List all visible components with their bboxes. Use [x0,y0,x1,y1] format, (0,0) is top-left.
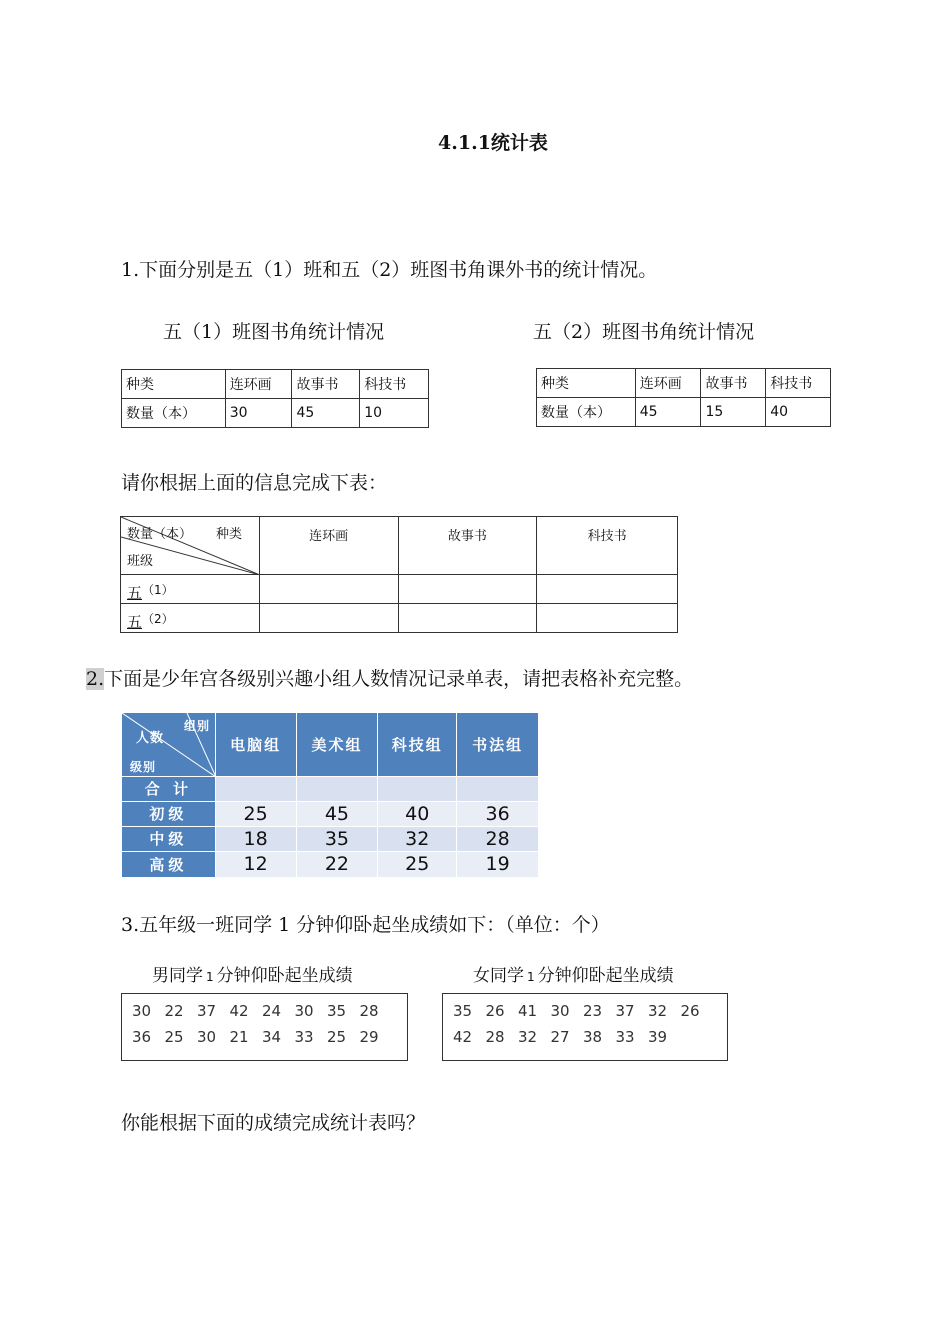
score-value: 39 [648,1028,668,1046]
answer-cell[interactable] [398,604,537,633]
column-header: 故事书 [398,517,537,575]
table-row [121,604,678,633]
question-1-instruction: 请你根据上面的信息完成下表： [121,472,388,494]
class1-table [121,369,429,428]
total-cell[interactable] [457,777,539,801]
corner-label-class: 班级 [127,554,154,569]
column-header: 连环画 [259,517,398,575]
table-cell: 32 [378,826,457,851]
boys-caption-b: 分钟仰卧起坐成绩 [216,966,353,986]
score-value: 36 [132,1028,152,1046]
table-cell: 19 [457,851,539,877]
summary-fill-table [120,516,678,633]
question-3-text: 3.五年级一班同学 1 分钟仰卧起坐成绩如下：（单位：个） [121,914,610,936]
diagonal-header-cell [122,713,216,777]
table-cell: 22 [296,851,378,877]
page-title: 4.1.1统计表 [438,132,548,154]
question-1-text: 1.下面分别是五（1）班和五（2）班图书角课外书的统计情况。 [121,259,658,281]
row-label-total: 合 计 [122,777,216,801]
total-cell[interactable] [378,777,457,801]
table-cell: 故事书 [701,369,766,398]
girls-caption [473,961,674,986]
table-cell: 25 [215,801,296,826]
row-label: 初级 [122,801,216,826]
diagonal-header-cell [121,517,260,575]
table-cell: 40 [766,398,831,427]
column-header: 电脑组 [215,713,296,777]
table-cell: 30 [225,399,292,428]
score-value: 35 [327,1002,347,1020]
total-cell[interactable] [215,777,296,801]
score-value: 28 [485,1028,505,1046]
score-value: 33 [615,1028,635,1046]
score-value: 30 [294,1002,314,1020]
question-2-body: 下面是少年宫各级别兴趣小组人数情况记录单表，请把表格补充完整。 [104,668,694,690]
table-cell: 25 [378,851,457,877]
table-row [122,370,429,399]
table-cell: 连环画 [225,370,292,399]
corner-label-level: 级别 [130,760,157,774]
column-header: 书法组 [457,713,539,777]
corner-label-type: 种类 [216,527,243,542]
corner-label-quantity: 数量（本） [127,527,193,542]
table-row [122,826,539,851]
class2-table [536,368,831,427]
table-row [121,575,678,604]
table-row [122,713,539,777]
table-cell: 故事书 [292,370,360,399]
table-cell: 15 [701,398,766,427]
table-row [122,777,539,801]
score-value: 42 [229,1002,249,1020]
score-value: 35 [453,1002,473,1020]
score-value: 25 [164,1028,184,1046]
row-header-sub: （2） [142,612,174,626]
girls-score-box [442,993,728,1061]
score-value: 26 [680,1002,700,1020]
score-value: 32 [648,1002,668,1020]
score-value: 42 [453,1028,473,1046]
boys-score-box [121,993,408,1061]
boys-caption-a: 男同学 [152,966,203,986]
answer-cell[interactable] [259,604,398,633]
score-value: 34 [262,1028,282,1046]
column-header: 美术组 [296,713,378,777]
score-value: 27 [550,1028,570,1046]
question-2-number: 2. [86,668,105,690]
score-row [453,1002,713,1020]
table-cell: 45 [296,801,378,826]
row-label: 高级 [122,851,216,877]
score-value: 26 [485,1002,505,1020]
answer-cell[interactable] [537,575,678,604]
boys-caption [152,961,353,986]
table-row [122,801,539,826]
score-value: 23 [583,1002,603,1020]
score-row [453,1028,681,1046]
score-value: 37 [615,1002,635,1020]
score-value: 32 [518,1028,538,1046]
table-row [537,398,831,427]
table-cell: 45 [635,398,701,427]
score-value: 38 [583,1028,603,1046]
table-cell: 36 [457,801,539,826]
table-row [122,851,539,877]
table-cell: 40 [378,801,457,826]
table-cell: 种类 [537,369,636,398]
score-row [132,1002,392,1020]
class2-caption: 五（2）班图书角统计情况 [533,321,755,343]
row-header [121,604,260,633]
corner-label-group: 组别 [184,719,211,733]
score-value: 41 [518,1002,538,1020]
total-cell[interactable] [296,777,378,801]
table-cell: 45 [292,399,360,428]
row-header-main: 五 [127,613,143,631]
table-cell: 科技书 [360,370,429,399]
girls-caption-b: 分钟仰卧起坐成绩 [537,966,674,986]
score-value: 25 [327,1028,347,1046]
question-3-prompt: 你能根据下面的成绩完成统计表吗？ [121,1112,426,1134]
score-value: 33 [294,1028,314,1046]
boys-caption-num: 1 [206,970,214,984]
row-label: 中级 [122,826,216,851]
interest-group-table [121,712,539,878]
score-value: 21 [229,1028,249,1046]
row-header-main: 五 [127,584,143,602]
table-cell: 28 [457,826,539,851]
score-value: 37 [197,1002,217,1020]
column-header: 科技组 [378,713,457,777]
answer-cell[interactable] [259,575,398,604]
table-cell: 种类 [122,370,226,399]
table-row [122,399,429,428]
row-header [121,575,260,604]
score-value: 28 [359,1002,379,1020]
score-value: 30 [132,1002,152,1020]
column-header: 科技书 [537,517,678,575]
table-row [121,517,678,575]
table-cell: 12 [215,851,296,877]
row-header-sub: （1） [142,583,174,597]
table-cell: 数量（本） [122,399,226,428]
score-row [132,1028,392,1046]
score-value: 30 [550,1002,570,1020]
score-value: 22 [164,1002,184,1020]
table-row [537,369,831,398]
table-cell: 10 [360,399,429,428]
corner-label-people: 人数 [136,731,165,746]
table-cell: 数量（本） [537,398,636,427]
girls-caption-num: 1 [527,970,535,984]
table-cell: 连环画 [635,369,701,398]
table-cell: 18 [215,826,296,851]
table-cell: 科技书 [766,369,831,398]
score-value: 29 [359,1028,379,1046]
girls-caption-a: 女同学 [473,966,524,986]
question-2-text [86,664,693,691]
answer-cell[interactable] [398,575,537,604]
table-cell: 35 [296,826,378,851]
score-value: 30 [197,1028,217,1046]
answer-cell[interactable] [537,604,678,633]
class1-caption: 五（1）班图书角统计情况 [163,321,385,343]
score-value: 24 [262,1002,282,1020]
